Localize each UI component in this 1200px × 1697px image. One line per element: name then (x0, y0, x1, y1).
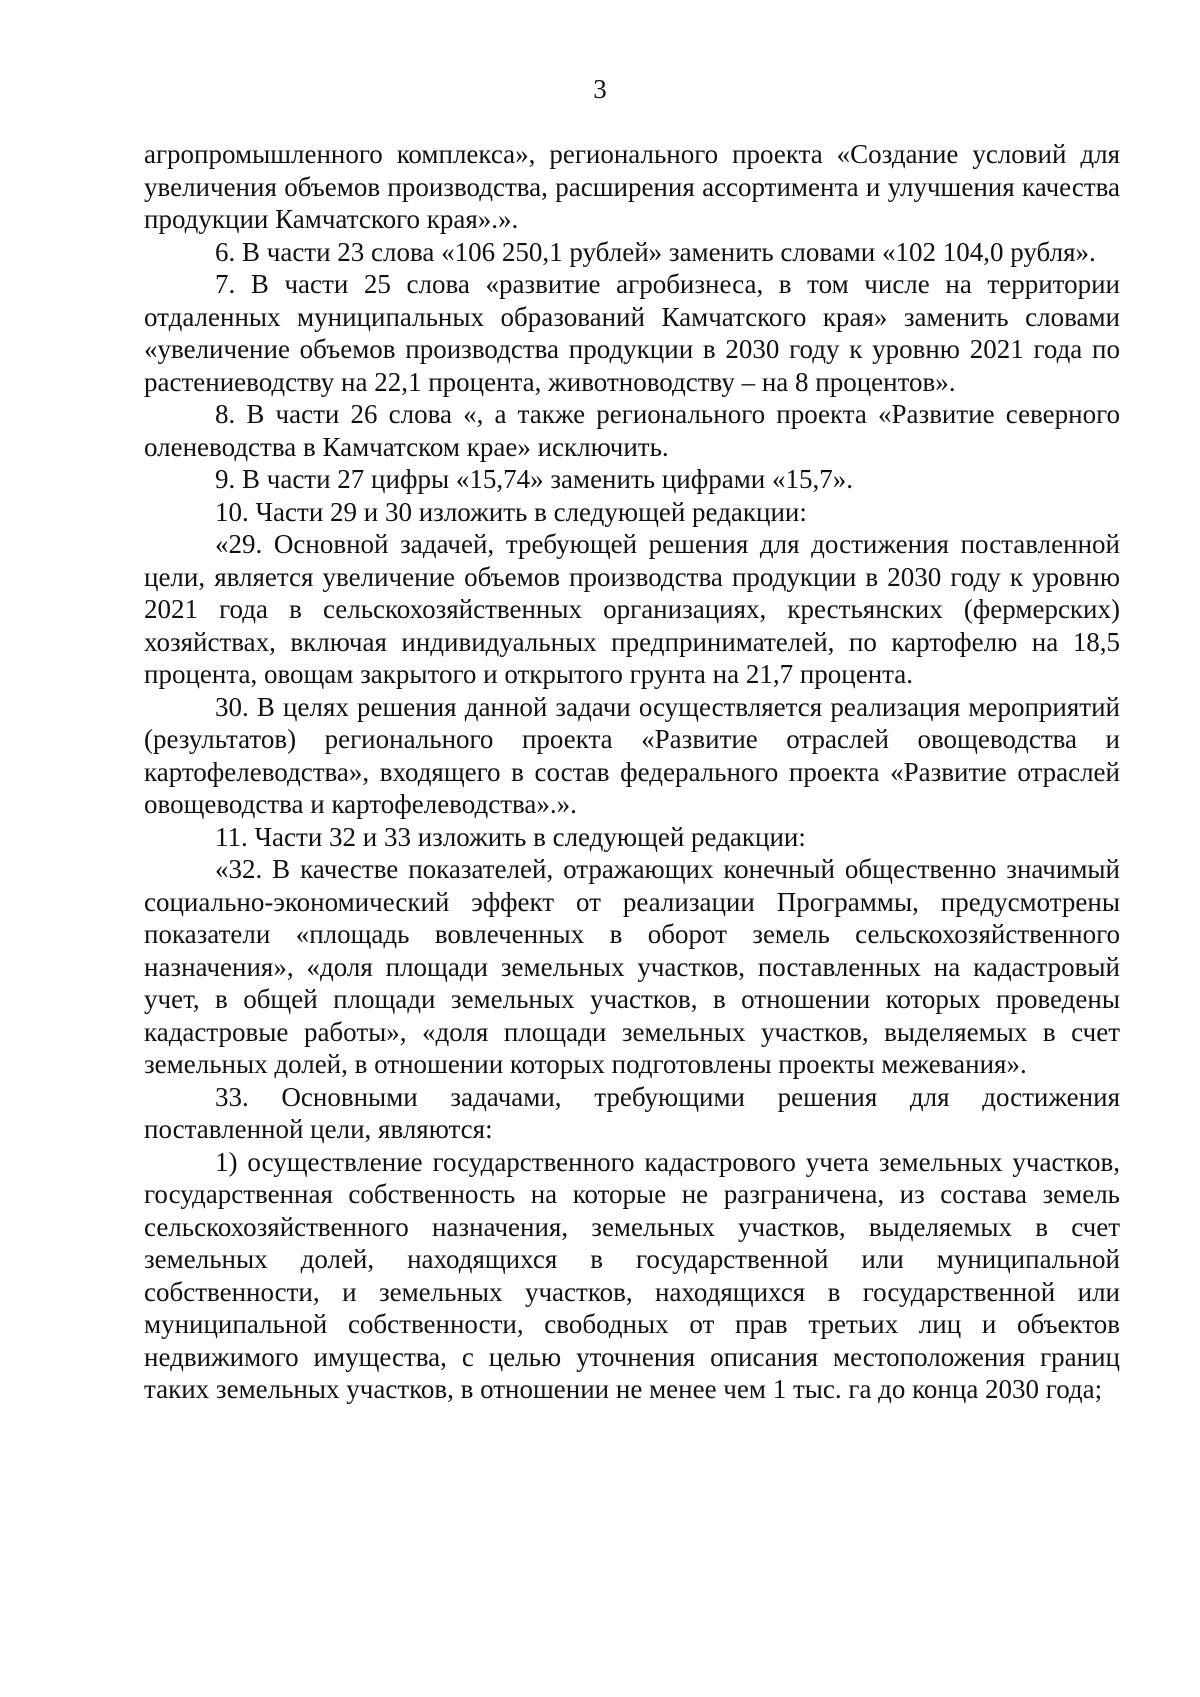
paragraph-subitem-1: 1) осуществление государственного кадастрового учета земельных участков, государственная собственность на которые не разграничена, из состава земель сельскохозяйственного назначения, земельных участков, выделяемых в счет земельных долей, находящихся в государственной или муниципальной собственности, и земельных участков, находящихся в государственной или муниципальной собственности, свободных от прав третьих лиц и объектов недвижимого имущества, с целью уточнения описания местоположения границ таких земельных участков, в отношении не менее чем 1 тыс. га до конца 2030 года; (144, 1146, 1120, 1404)
paragraph-item-7: 7. В части 25 слова «развитие агробизнеса, в том числе на территории отдаленных муниципальных образований Камчатского края» заменить словами «увеличение объемов производства продукции в 2030 году к уровню 2021 года по растениеводству на 22,1 процента, животноводству – на 8 процентов». (144, 269, 1120, 397)
paragraph-item-8: 8. В части 26 слова «, а также регионального проекта «Развитие северного оленеводства в Камчатском крае» исключить. (144, 399, 1120, 462)
paragraph-part-29: «29. Основной задачей, требующей решения для достижения поставленной цели, является увеличение объемов производства продукции в 2030 году к уровню 2021 года в сельскохозяйственных организациях, крестьянских (фермерских) хозяйствах, включая индивидуальных предпринимателей, по картофелю на 18,5 процента, овощам закрытого и открытого грунта на 21,7 процента. (144, 529, 1120, 689)
paragraph-part-33: 33. Основными задачами, требующими решения для достижения поставленной цели, являются: (144, 1081, 1120, 1144)
page-number: 3 (593, 74, 607, 104)
paragraph-continuation: агропромышленного комплекса», регионального проекта «Создание условий для увеличения объемов производства, расширения ассортимента и улучшения качества продукции Камчатского края».». (144, 139, 1120, 234)
paragraph-item-11: 11. Части 32 и 33 изложить в следующей редакции: (215, 821, 806, 852)
document-body (144, 138, 1120, 1406)
paragraph-item-10: 10. Части 29 и 30 изложить в следующей редакции: (215, 496, 807, 527)
paragraph-part-32: «32. В качестве показателей, отражающих конечный общественно значимый социально-экономический эффект от реализации Программы, предусмотрены показатели «площадь вовлеченных в оборот земель сельскохозяйственного назначения», «доля площади земельных участков, поставленных на кадастровый учет, в общей площади земельных участков, в отношении которых проведены кадастровые работы», «доля площади земельных участков, выделяемых в счет земельных долей, в отношении которых подготовлены проекты межевания». (144, 854, 1120, 1079)
paragraph-item-6: 6. В части 23 слова «106 250,1 рублей» заменить словами «102 104,0 рубля». (215, 236, 1096, 267)
paragraph-item-9: 9. В части 27 цифры «15,74» заменить цифрами «15,7». (215, 464, 853, 494)
paragraph-part-30: 30. В целях решения данной задачи осуществляется реализация мероприятий (результатов) регионального проекта «Развитие отраслей овощеводства и картофелеводства», входящего в состав федерального проекта «Развитие отраслей овощеводства и картофелеводства».». (144, 691, 1120, 819)
